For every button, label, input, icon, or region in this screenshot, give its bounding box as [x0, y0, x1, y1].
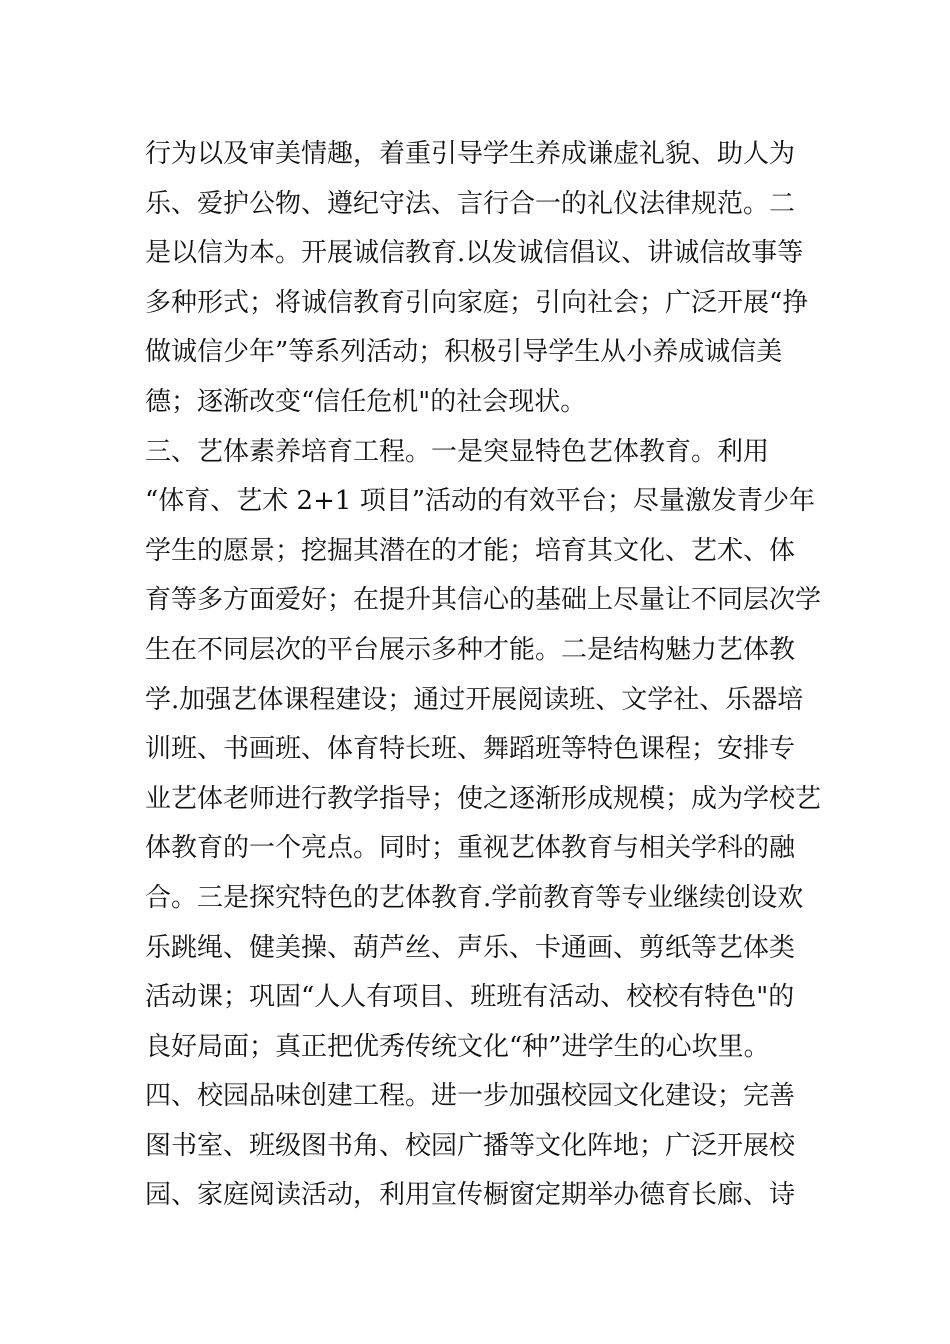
text-line: 合。三是探究特色的艺体教育.学前教育等专业继续创设欢 — [145, 882, 804, 913]
text-line: 学生的愿景；挖掘其潜在的才能；培育其文化、艺术、体 — [145, 535, 796, 566]
text-line: 乐、爱护公物、遵纪守法、言行合一的礼仪法律规范。二 — [145, 188, 796, 219]
text-line: 图书室、班级图书角、校园广播等文化阵地；广泛开展校 — [145, 1130, 796, 1161]
text-line: 良好局面；真正把优秀传统文化“种”进学生的心坎里。 — [145, 1031, 770, 1062]
text-line: 做诚信少年”等系列活动；积极引导学生从小养成诚信美 — [145, 337, 783, 368]
text-line: 育等多方面爱好；在提升其信心的基础上尽量让不同层次学 — [145, 585, 822, 616]
text-line: 生在不同层次的平台展示多种才能。二是结构魅力艺体教 — [145, 634, 796, 665]
text-line: 德；逐渐改变“信任危机"的社会现状。 — [145, 386, 587, 417]
text-line: 是以信为本。开展诚信教育.以发诚信倡议、讲诚信故事等 — [145, 238, 804, 269]
text-line: 乐跳绳、健美操、葫芦丝、声乐、卡通画、剪纸等艺体类 — [145, 932, 796, 963]
document-body — [145, 130, 822, 1221]
section-heading-line: 三、艺体素养培育工程。一是突显特色艺体教育。利用 — [145, 436, 770, 467]
text-line: 活动课；巩固“人人有项目、班班有活动、校校有特色"的 — [145, 982, 795, 1013]
text-line: “体育、艺术 2+1 项目”活动的有效平台；尽量激发青少年 — [145, 486, 815, 517]
section-heading-line: 四、校园品味创建工程。进一步加强校园文化建设；完善 — [145, 1081, 796, 1112]
text-line: 体教育的一个亮点。同时；重视艺体教育与相关学科的融 — [145, 833, 796, 864]
text-line: 训班、书画班、体育特长班、舞蹈班等特色课程；安排专 — [145, 734, 796, 765]
text-line: 多种形式；将诚信教育引向家庭；引向社会；广泛开展“挣 — [145, 287, 809, 318]
text-line: 学.加强艺体课程建设；通过开展阅读班、文学社、乐器培 — [145, 684, 804, 715]
text-line: 业艺体老师进行教学指导；使之逐渐形成规模；成为学校艺 — [145, 783, 822, 814]
text-line: 园、家庭阅读活动，利用宣传橱窗定期举办德育长廊、诗 — [145, 1180, 796, 1211]
text-line: 行为以及审美情趣，着重引导学生养成谦虚礼貌、助人为 — [145, 139, 796, 169]
